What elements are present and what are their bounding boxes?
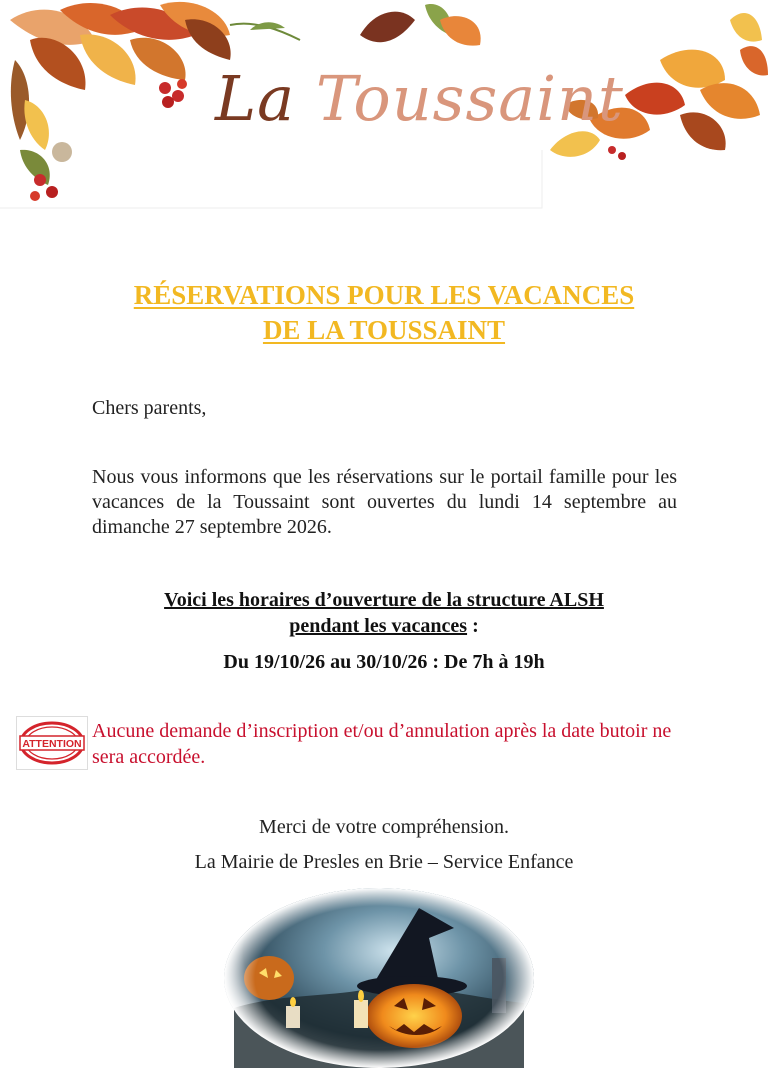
- banner-title: [215, 62, 624, 135]
- banner-title-first: La: [215, 62, 296, 135]
- hours-title-suffix: :: [467, 615, 479, 637]
- banner-title-rest: Toussaint: [315, 62, 624, 135]
- thanks-line: Merci de votre compréhension.: [259, 816, 509, 838]
- halloween-pumpkin-image: [224, 888, 534, 1068]
- page-title-line-1: RÉSERVATIONS POUR LES VACANCES: [133, 280, 635, 310]
- greeting: Chers parents,: [92, 397, 207, 419]
- page-title-line-2: DE LA TOUSSAINT: [262, 315, 506, 345]
- autumn-banner: [0, 0, 768, 210]
- warning-message: Aucune demande d’inscription et/ou d’annulation après la date butoir ne sera accordée.: [92, 720, 672, 768]
- attention-stamp-icon: [16, 716, 88, 770]
- page-title: [0, 278, 768, 348]
- hours-title-line-1: Voici les horaires d’ouverture de la structure ALSH: [164, 589, 604, 611]
- hours-title-line-2: pendant les vacances: [289, 615, 468, 637]
- signature-line: La Mairie de Presles en Brie – Service Enfance: [194, 851, 574, 873]
- hours-title: [0, 587, 768, 639]
- attention-stamp-text: ATTENTION: [22, 738, 82, 750]
- info-paragraph: Nous vous informons que les réservations sur le portail famille pour les vacances de la Toussaint sont ouvertes du lundi 14 septembre au dimanche 27 septembre 2026.: [92, 466, 677, 538]
- hours-line: Du 19/10/26 au 30/10/26 : De 7h à 19h: [223, 651, 545, 673]
